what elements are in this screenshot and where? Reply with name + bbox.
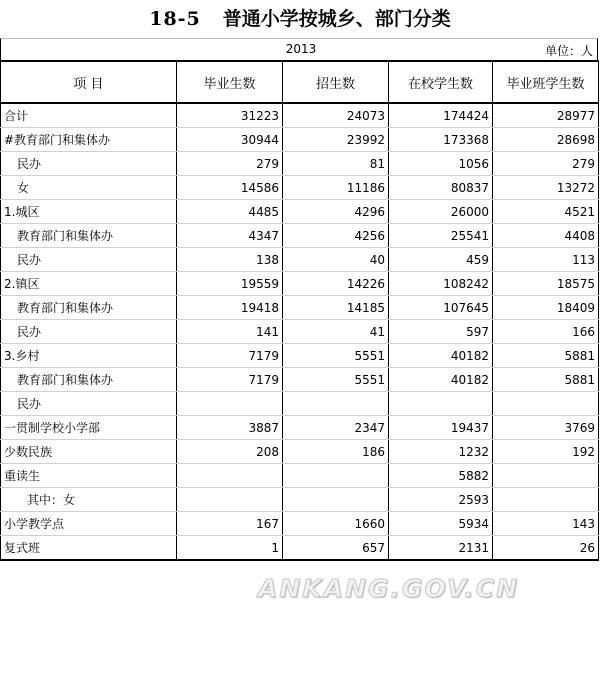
row-label: 女 xyxy=(1,176,177,200)
cell-value xyxy=(177,392,283,416)
cell-value: 14586 xyxy=(177,176,283,200)
row-label: 合计 xyxy=(1,103,177,128)
table-row xyxy=(1,416,599,440)
table-row xyxy=(1,488,599,512)
table-row xyxy=(1,200,599,224)
row-label: 民办 xyxy=(1,320,177,344)
cell-value: 13272 xyxy=(493,176,599,200)
cell-value: 80837 xyxy=(389,176,493,200)
cell-value xyxy=(283,488,389,512)
cell-value: 1056 xyxy=(389,152,493,176)
cell-value: 1660 xyxy=(283,512,389,536)
row-label: 复式班 xyxy=(1,536,177,561)
table-row xyxy=(1,536,599,561)
cell-value: 41 xyxy=(283,320,389,344)
statistics-table xyxy=(0,60,599,561)
cell-value: 4408 xyxy=(493,224,599,248)
row-label: 教育部门和集体办 xyxy=(1,368,177,392)
cell-value: 657 xyxy=(283,536,389,561)
cell-value: 3769 xyxy=(493,416,599,440)
cell-value: 31223 xyxy=(177,103,283,128)
table-row xyxy=(1,392,599,416)
cell-value: 1232 xyxy=(389,440,493,464)
cell-value: 19437 xyxy=(389,416,493,440)
cell-value: 459 xyxy=(389,248,493,272)
cell-value: 23992 xyxy=(283,128,389,152)
cell-value: 11186 xyxy=(283,176,389,200)
cell-value: 24073 xyxy=(283,103,389,128)
row-label: 民办 xyxy=(1,152,177,176)
table-row xyxy=(1,512,599,536)
row-label: 重读生 xyxy=(1,464,177,488)
cell-value: 28977 xyxy=(493,103,599,128)
column-header-graduating-class: 毕业班学生数 xyxy=(493,61,599,103)
cell-value: 138 xyxy=(177,248,283,272)
cell-value xyxy=(493,464,599,488)
cell-value: 5882 xyxy=(389,464,493,488)
cell-value: 18409 xyxy=(493,296,599,320)
header-row xyxy=(1,61,599,103)
cell-value: 5881 xyxy=(493,344,599,368)
table-row xyxy=(1,464,599,488)
cell-value xyxy=(177,488,283,512)
cell-value: 5551 xyxy=(283,368,389,392)
cell-value xyxy=(283,464,389,488)
cell-value: 2593 xyxy=(389,488,493,512)
column-header-students: 在校学生数 xyxy=(389,61,493,103)
cell-value: 5881 xyxy=(493,368,599,392)
cell-value: 279 xyxy=(177,152,283,176)
cell-value: 19418 xyxy=(177,296,283,320)
cell-value: 25541 xyxy=(389,224,493,248)
cell-value: 208 xyxy=(177,440,283,464)
cell-value xyxy=(177,464,283,488)
watermark-text: ANKANG.GOV.CN xyxy=(258,574,520,603)
cell-value: 40 xyxy=(283,248,389,272)
cell-value: 174424 xyxy=(389,103,493,128)
cell-value: 14185 xyxy=(283,296,389,320)
cell-value: 2347 xyxy=(283,416,389,440)
cell-value: 7179 xyxy=(177,368,283,392)
table-row xyxy=(1,368,599,392)
cell-value: 3887 xyxy=(177,416,283,440)
cell-value: 81 xyxy=(283,152,389,176)
row-label: 2.镇区 xyxy=(1,272,177,296)
table-row xyxy=(1,320,599,344)
cell-value: 2131 xyxy=(389,536,493,561)
table-number: 18-5 xyxy=(149,8,201,30)
row-label: 少数民族 xyxy=(1,440,177,464)
row-label: 小学教学点 xyxy=(1,512,177,536)
cell-value: 108242 xyxy=(389,272,493,296)
table-row xyxy=(1,248,599,272)
table-row xyxy=(1,176,599,200)
cell-value: 279 xyxy=(493,152,599,176)
cell-value: 166 xyxy=(493,320,599,344)
cell-value: 141 xyxy=(177,320,283,344)
table-subheader xyxy=(0,38,598,60)
cell-value: 4485 xyxy=(177,200,283,224)
cell-value: 192 xyxy=(493,440,599,464)
row-label: 民办 xyxy=(1,248,177,272)
cell-value: 40182 xyxy=(389,368,493,392)
cell-value: 7179 xyxy=(177,344,283,368)
row-label: 一贯制学校小学部 xyxy=(1,416,177,440)
cell-value xyxy=(283,392,389,416)
row-label: 教育部门和集体办 xyxy=(1,296,177,320)
cell-value: 28698 xyxy=(493,128,599,152)
cell-value: 5551 xyxy=(283,344,389,368)
cell-value xyxy=(493,392,599,416)
cell-value: 14226 xyxy=(283,272,389,296)
cell-value: 26000 xyxy=(389,200,493,224)
column-header-graduates: 毕业生数 xyxy=(177,61,283,103)
cell-value xyxy=(389,392,493,416)
table-title-text: 普通小学按城乡、部门分类 xyxy=(222,8,451,30)
table-row xyxy=(1,440,599,464)
row-label: 3.乡村 xyxy=(1,344,177,368)
cell-value: 30944 xyxy=(177,128,283,152)
table-row xyxy=(1,152,599,176)
cell-value: 4296 xyxy=(283,200,389,224)
cell-value: 19559 xyxy=(177,272,283,296)
table-row xyxy=(1,128,599,152)
row-label: #教育部门和集体办 xyxy=(1,128,177,152)
row-label: 1.城区 xyxy=(1,200,177,224)
cell-value: 113 xyxy=(493,248,599,272)
column-header-item: 项 目 xyxy=(1,61,177,103)
unit-label: 单位：人 xyxy=(544,44,593,58)
cell-value: 4256 xyxy=(283,224,389,248)
cell-value: 107645 xyxy=(389,296,493,320)
table-row xyxy=(1,272,599,296)
table-row xyxy=(1,296,599,320)
cell-value: 173368 xyxy=(389,128,493,152)
cell-value: 4521 xyxy=(493,200,599,224)
cell-value: 18575 xyxy=(493,272,599,296)
row-label: 其中：女 xyxy=(1,488,177,512)
cell-value: 40182 xyxy=(389,344,493,368)
cell-value: 597 xyxy=(389,320,493,344)
cell-value: 167 xyxy=(177,512,283,536)
column-header-enrollment: 招生数 xyxy=(283,61,389,103)
table-title xyxy=(0,0,600,38)
cell-value: 5934 xyxy=(389,512,493,536)
cell-value: 26 xyxy=(493,536,599,561)
cell-value xyxy=(493,488,599,512)
row-label: 教育部门和集体办 xyxy=(1,224,177,248)
year-label: 2013 xyxy=(285,42,317,56)
cell-value: 143 xyxy=(493,512,599,536)
table-row xyxy=(1,224,599,248)
row-label: 民办 xyxy=(1,392,177,416)
table-row xyxy=(1,344,599,368)
cell-value: 186 xyxy=(283,440,389,464)
cell-value: 4347 xyxy=(177,224,283,248)
table-row xyxy=(1,103,599,128)
cell-value: 1 xyxy=(177,536,283,561)
